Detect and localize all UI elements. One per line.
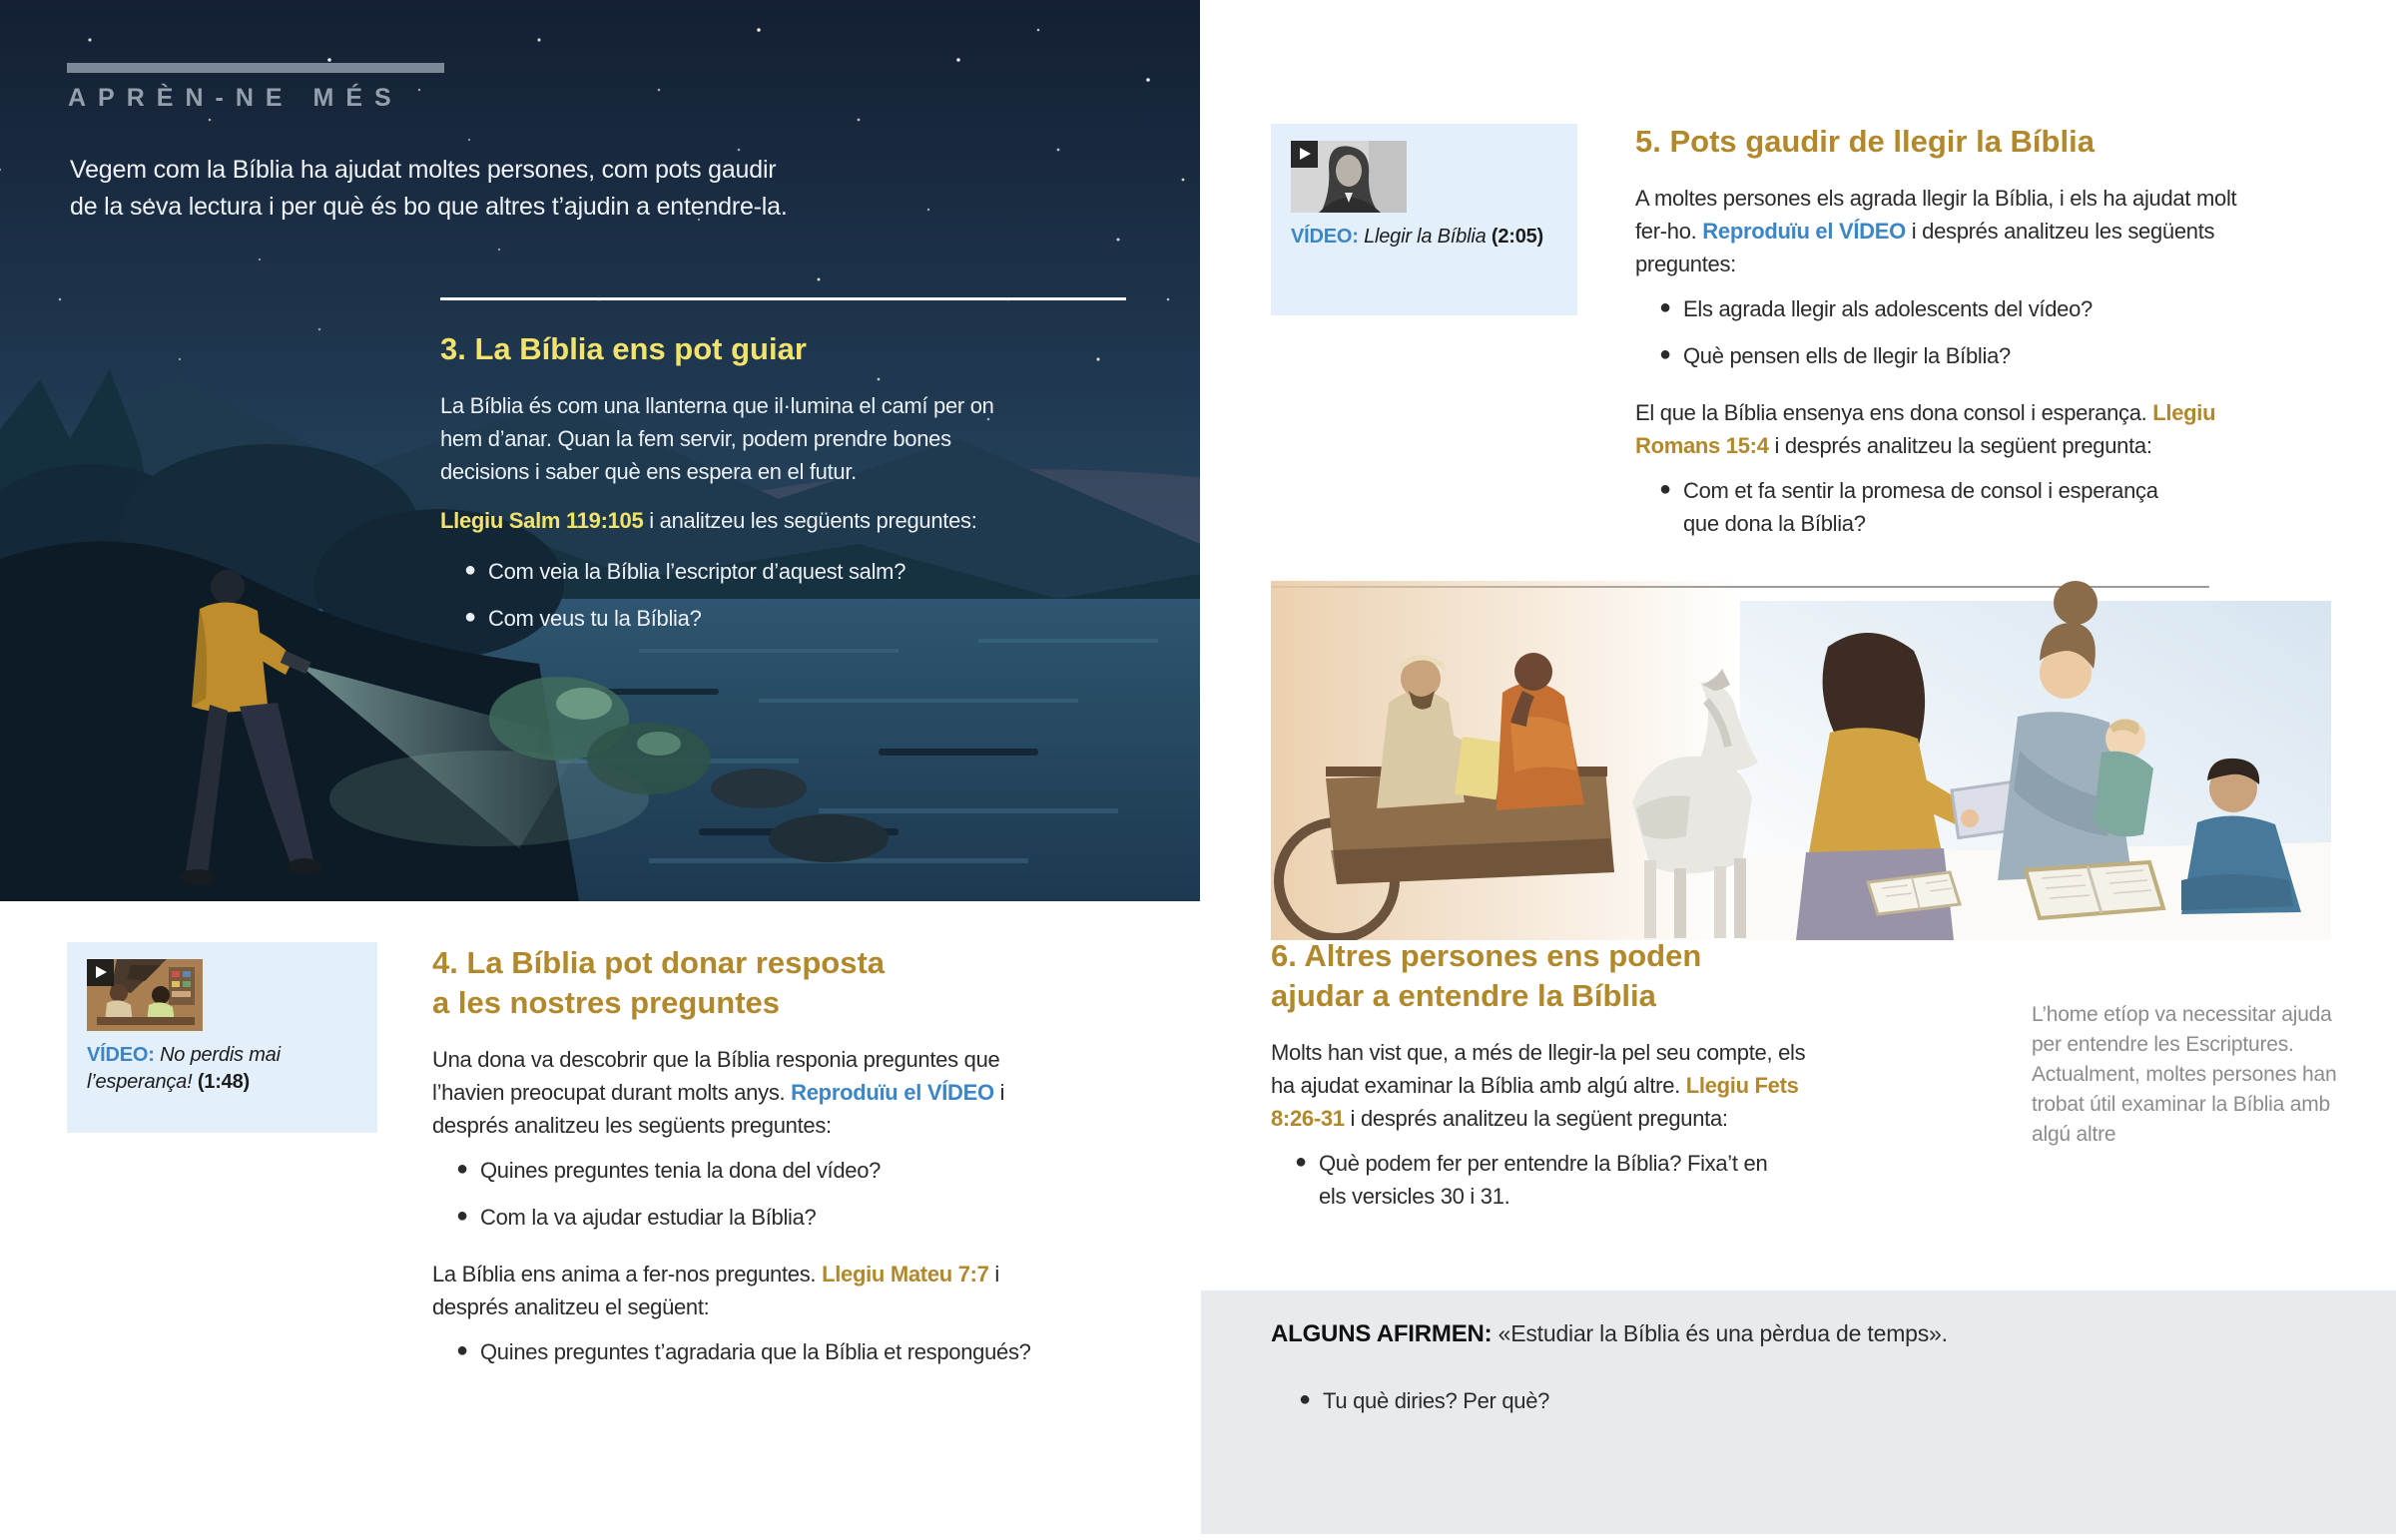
bullet-text: Tu què diries? Per què? [1323,1388,1550,1413]
bullet-dot: ● [1659,478,1671,500]
section-6 [1271,936,1930,1213]
night-hero-image [0,0,1200,901]
bullet-dot: ● [464,559,476,581]
scripture-link-romans-15-4[interactable]: Llegiu Romans 15:4 [1635,400,2216,458]
paragraph-text: La Bíblia ens anima a fer-nos preguntes. [432,1262,823,1286]
scripture-link-fets-8-26-31[interactable]: Llegiu Fets 8:26-31 [1271,1073,1799,1131]
title-line: ajudar a entendre la Bíblia [1271,978,1656,1013]
bullet-text: Com la va ajudar estudiar la Bíblia? [480,1205,817,1230]
section-5-paragraph-2 [1635,396,2254,462]
section-4-paragraph-2 [432,1258,1001,1323]
paragraph-text: Una dona va descobrir que la Bíblia responia preguntes que l’havien preocupat durant molts anys. [432,1047,1000,1105]
section-3 [440,329,1099,635]
video-label: VÍDEO: [1291,226,1359,248]
play-icon[interactable] [1291,141,1318,168]
callout-label: ALGUNS AFIRMEN: [1271,1320,1493,1347]
bullet-dot: ● [1659,296,1671,318]
list-item [1275,1384,1922,1417]
paragraph-text: i després analitzeu les següents preguntes: [1635,219,2215,276]
bullet-dot: ● [456,1158,468,1180]
video-caption [87,1042,361,1096]
list-item [1635,339,2282,372]
kicker-bar [67,63,444,73]
paragraph-text: i després analitzeu la següent pregunta: [1768,433,2152,458]
section-4-title [432,943,1111,1023]
video-title: Llegir la Bíblia [1364,226,1487,248]
section-3-read-line [440,504,1059,537]
video-thumbnail[interactable] [1291,141,1407,213]
bullet-text: Quines preguntes tenia la dona del vídeo? [480,1158,882,1183]
paragraph-text: Molts han vist que, a més de llegir-la pel seu compte, els ha ajudat examinar la Bíblia amb algú altre. [1271,1040,1806,1098]
bullet-text: Els agrada llegir als adolescents del vídeo? [1683,296,2093,321]
paragraph-text: El que la Bíblia ensenya ens dona consol i esperança. [1635,400,2153,425]
section-6-paragraph-1 [1271,1036,1830,1135]
section-6-title [1271,936,1930,1016]
callout-quote: «Estudiar la Bíblia és una pèrdua de temps». [1492,1320,1948,1346]
intro-line: Vegem com la Bíblia ha ajudat moltes persones, com pots gaudir [70,156,777,184]
section-5-title: 5. Pots gaudir de llegir la Bíblia [1635,124,2095,159]
video-card-llegir-la-biblia[interactable] [1271,124,1577,315]
video-title: No perdis mai l’esperança! [87,1044,281,1093]
section-4-paragraph-1 [432,1043,1051,1142]
bullet-dot: ● [1659,343,1671,365]
illustration-caption: L’home etíop va necessitar ajuda per entendre les Escriptures. Actualment, moltes persones han trobat útil examinar la Bíblia amb algú altre [2032,1003,2337,1146]
read-line-rest: i analitzeu les següents preguntes: [643,508,977,533]
bullet-text: Què pensen ells de llegir la Bíblia? [1683,343,2011,368]
video-label: VÍDEO: [87,1044,155,1066]
scripture-link-mateu-7-7[interactable]: Llegiu Mateu 7:7 [822,1262,989,1286]
scripture-link-salm-119-105[interactable]: Llegiu Salm 119:105 [440,508,644,533]
list-item [440,555,1087,588]
paragraph-text: A moltes persones els agrada llegir la Bíblia, i els ha ajudat molt fer-ho. [1635,186,2237,244]
play-video-link[interactable]: Reproduïu el VÍDEO [1702,219,1906,244]
title-line: a les nostres preguntes [432,985,781,1020]
bullet-text: Com veia la Bíblia l’escriptor d’aquest salm? [488,559,906,584]
list-item [1635,474,2187,540]
bullet-dot: ● [1295,1151,1307,1173]
video-duration: (2:05) [1491,226,1544,248]
list-item [432,1335,1119,1368]
chariot-and-family-illustration [1271,551,2331,940]
list-item [432,1154,1079,1187]
list-item [1635,292,2282,325]
video-caption [1291,224,1560,251]
video-card-no-perdis-mai[interactable] [67,942,377,1133]
bullet-dot: ● [1299,1388,1311,1410]
section3-divider [440,297,1126,300]
bullet-dot: ● [456,1339,468,1361]
section-5-paragraph-1 [1635,182,2254,280]
paragraph-text: i després analitzeu les següents preguntes: [432,1080,1005,1138]
bullet-text: Com et fa sentir la promesa de consol i esperança que dona la Bíblia? [1683,478,2158,536]
paragraph-text: i després analitzeu el següent: [432,1262,1000,1319]
section-4 [432,943,1111,1368]
bullet-dot: ● [456,1205,468,1227]
list-item [432,1201,1079,1234]
intro-line: de la seva lectura i per què és bo que altres t’ajudin a entendre-la. [70,193,788,221]
callout-line [1271,1320,1948,1348]
section-5 [1635,122,2274,540]
list-item [1271,1147,1798,1213]
play-video-link[interactable]: Reproduïu el VÍDEO [791,1080,994,1105]
section-3-title: 3. La Bíblia ens pot guiar [440,331,807,366]
video-thumbnail[interactable] [87,959,203,1031]
play-icon[interactable] [87,959,114,986]
illustration-svg [1271,551,2331,940]
kicker: APRÈN-NE MÉS [68,84,403,112]
title-line: 6. Altres persones ens poden [1271,938,1702,973]
bullet-text: Com veus tu la Bíblia? [488,606,702,631]
some-claim-callout [1201,1290,2396,1534]
list-item [440,602,1087,635]
bullet-dot: ● [464,606,476,628]
bullet-text: Què podem fer per entendre la Bíblia? Fixa’t en els versicles 30 i 31. [1319,1151,1768,1209]
paragraph-text: i després analitzeu la següent pregunta: [1344,1106,1728,1131]
title-line: 4. La Bíblia pot donar resposta [432,945,886,980]
intro-text [70,152,788,226]
bullet-text: Quines preguntes t’agradaria que la Bíblia et respongués? [480,1339,1031,1364]
video-duration: (1:48) [197,1071,250,1093]
section-3-paragraph: La Bíblia és com una llanterna que il·lumina el camí per on hem d’anar. Quan la fem servir, podem prendre bones decisions i saber què ens espera en el futur. [440,393,994,484]
